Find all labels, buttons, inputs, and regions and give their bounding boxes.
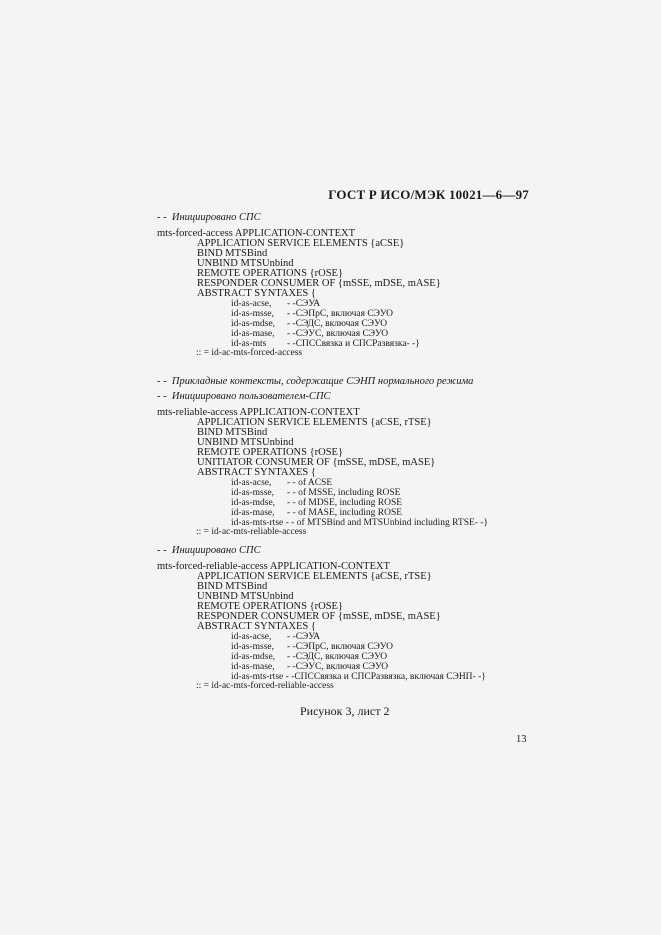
syntax-id: id-as-acse, xyxy=(231,632,272,642)
syntax-id: id-as-msse, xyxy=(231,309,275,319)
standard-header: ГОСТ Р ИСО/МЭК 10021—6—97 xyxy=(328,187,529,202)
consumer-line: RESPONDER CONSUMER OF {mSSE, mDSE, mASE} xyxy=(197,278,441,289)
comment-initiated-user: - - Инициировано пользователем-СПС xyxy=(157,391,331,402)
syntax-id: id-as-mase, xyxy=(231,508,275,518)
syntaxes-line: ABSTRACT SYNTAXES { xyxy=(197,621,316,632)
bind-line: BIND MTSBind xyxy=(197,427,268,438)
syntax-desc: - -СЭПрС, включая СЭУО xyxy=(287,309,394,319)
syntax-desc: - - of MDSE, including ROSE xyxy=(287,498,403,508)
syntax-id: id-as-mdse, xyxy=(231,319,276,329)
context-end: :: = id-ac-mts-forced-access xyxy=(196,348,303,358)
syntax-last-row: id-as-mts-rtse - - of MTSBind and MTSUnbind including RTSE- -} xyxy=(231,518,489,528)
context-name: mts-forced-access APPLICATION-CONTEXT xyxy=(157,228,355,239)
syntax-id: id-as-acse, xyxy=(231,478,272,488)
comment-initiated-mts: - - Инициировано СПС xyxy=(157,212,261,223)
ase-line: APPLICATION SERVICE ELEMENTS {aCSE, rTSE} xyxy=(197,417,432,428)
syntax-desc: - -СЭУА xyxy=(287,632,321,642)
consumer-line: UNITIATOR CONSUMER OF {mSSE, mDSE, mASE} xyxy=(197,457,436,468)
syntax-id: id-as-mts xyxy=(231,339,267,349)
syntax-id: id-as-mase, xyxy=(231,662,275,672)
bind-line: BIND MTSBind xyxy=(197,248,268,259)
syntax-desc: - - of MASE, including ROSE xyxy=(287,508,403,518)
syntax-last-row: id-as-mts-rtse - -СПССвязка и СПСРазвязка, включая СЭНП- -} xyxy=(231,672,486,682)
figure-caption: Рисунок 3, лист 2 xyxy=(300,704,390,718)
remote-line: REMOTE OPERATIONS {rOSE} xyxy=(197,268,344,279)
syntax-id: id-as-acse, xyxy=(231,299,272,309)
syntax-id: id-as-mdse, xyxy=(231,498,276,508)
ase-line: APPLICATION SERVICE ELEMENTS {aCSE, rTSE} xyxy=(197,571,432,582)
syntax-id: id-as-mase, xyxy=(231,329,275,339)
syntax-desc: - -СЭПрС, включая СЭУО xyxy=(287,642,394,652)
syntax-desc: - - of MSSE, including ROSE xyxy=(287,488,401,498)
syntax-desc: - -СЭУА xyxy=(287,299,321,309)
syntax-desc: - -СПССвязка и СПСРазвязка- -} xyxy=(287,339,420,349)
page-number: 13 xyxy=(516,734,527,745)
syntax-id: id-as-msse, xyxy=(231,642,275,652)
remote-line: REMOTE OPERATIONS {rOSE} xyxy=(197,601,344,612)
context-name: mts-reliable-access APPLICATION-CONTEXT xyxy=(157,407,360,418)
syntaxes-line: ABSTRACT SYNTAXES { xyxy=(197,288,316,299)
unbind-line: UNBIND MTSUnbind xyxy=(197,437,294,448)
syntax-desc: - - of ACSE xyxy=(287,478,333,488)
syntaxes-line: ABSTRACT SYNTAXES { xyxy=(197,467,316,478)
syntax-desc: - -СЭУС, включая СЭУО xyxy=(287,662,389,672)
unbind-line: UNBIND MTSUnbind xyxy=(197,591,294,602)
syntax-desc: - -СЭДС, включая СЭУО xyxy=(287,319,388,329)
ase-line: APPLICATION SERVICE ELEMENTS {aCSE} xyxy=(197,238,405,249)
context-end: :: = id-ac-mts-forced-reliable-access xyxy=(196,681,334,691)
syntax-id: id-as-mdse, xyxy=(231,652,276,662)
syntax-desc: - -СЭДС, включая СЭУО xyxy=(287,652,388,662)
bind-line: BIND MTSBind xyxy=(197,581,268,592)
context-name: mts-forced-reliable-access APPLICATION-CONTEXT xyxy=(157,561,390,572)
remote-line: REMOTE OPERATIONS {rOSE} xyxy=(197,447,344,458)
unbind-line: UNBIND MTSUnbind xyxy=(197,258,294,269)
consumer-line: RESPONDER CONSUMER OF {mSSE, mDSE, mASE} xyxy=(197,611,441,622)
syntax-desc: - -СЭУС, включая СЭУО xyxy=(287,329,389,339)
syntax-id: id-as-msse, xyxy=(231,488,275,498)
comment-normal-mode: - - Прикладные контексты, содержащие СЭНП нормального режима xyxy=(157,376,474,387)
comment-initiated-mts: - - Инициировано СПС xyxy=(157,545,261,556)
context-end: :: = id-ac-mts-reliable-access xyxy=(196,527,307,537)
